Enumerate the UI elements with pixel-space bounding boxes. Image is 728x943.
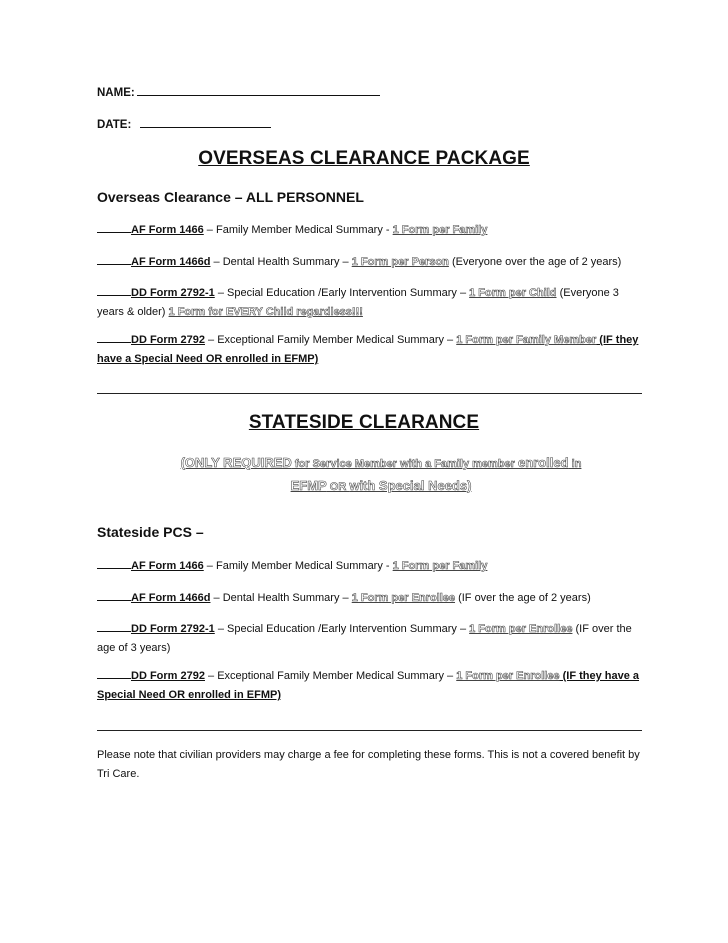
form-name: DD Form 2792 <box>131 334 205 346</box>
checkbox-blank[interactable] <box>97 559 131 569</box>
footer-note: Please note that civilian providers may charge a fee for completing these forms. This is not a covered benefit by Tri Care. <box>97 749 640 780</box>
form-desc: – Dental Health Summary – <box>210 592 352 604</box>
form-qty: 1 Form per Enrollee <box>351 592 456 604</box>
note-or: OR <box>326 481 350 493</box>
checkbox-blank[interactable] <box>97 286 131 296</box>
form-desc: – Exceptional Family Member Medical Summary – <box>204 670 457 682</box>
checkbox-blank[interactable] <box>97 622 131 632</box>
form-desc: – Special Education /Early Intervention Summary – <box>214 287 470 299</box>
form-condition: (Everyone over the age of 2 years) <box>448 256 622 268</box>
form-qty: 1 Form per Family <box>392 224 488 236</box>
date-input-line[interactable] <box>140 117 271 128</box>
form-name: AF Form 1466 <box>131 560 204 572</box>
note-only-required: (ONLY REQUIRED <box>180 455 292 470</box>
section-divider <box>97 393 642 394</box>
date-field <box>97 117 271 131</box>
form-name: AF Form 1466 <box>131 224 204 236</box>
form-condition: (Everyone 3 years & older) <box>97 287 619 318</box>
checkbox-blank[interactable] <box>97 223 131 233</box>
checkbox-blank[interactable] <box>97 591 131 601</box>
form-name: DD Form 2792 <box>131 670 205 682</box>
form-desc: – Special Education /Early Intervention Summary – <box>214 623 470 635</box>
checkbox-blank[interactable] <box>97 669 131 679</box>
form-desc: – Exceptional Family Member Medical Summary – <box>204 334 457 346</box>
stateside-note <box>171 452 591 498</box>
name-label: NAME: <box>97 87 135 99</box>
note-special-needs: with Special Needs) <box>349 478 472 493</box>
form-desc: – Family Member Medical Summary - <box>203 560 393 572</box>
stateside-item-4 <box>97 667 642 705</box>
stateside-title: STATESIDE CLEARANCE <box>248 412 480 433</box>
form-name: AF Form 1466d <box>131 592 211 604</box>
overseas-item-1 <box>97 221 642 240</box>
form-qty: 1 Form per Enrollee <box>469 623 573 635</box>
form-condition: (IF they have a Special Need OR enrolled in EFMP) <box>97 670 640 701</box>
section-divider <box>97 730 642 731</box>
form-name: DD Form 2792-1 <box>131 287 215 299</box>
form-qty: 1 Form per Family <box>392 560 488 572</box>
note-text: for Service Member with a Family member <box>291 458 519 470</box>
overseas-heading: Overseas Clearance – ALL PERSONNEL <box>97 189 364 205</box>
stateside-heading: Stateside PCS – <box>97 524 204 540</box>
form-name: DD Form 2792-1 <box>131 623 215 635</box>
page-title: OVERSEAS CLEARANCE PACKAGE <box>198 148 530 169</box>
note-efmp: EFMP <box>290 478 327 493</box>
checkbox-blank[interactable] <box>97 333 131 343</box>
form-name: AF Form 1466d <box>131 256 211 268</box>
form-qty: 1 Form per Family Member <box>456 334 597 346</box>
form-qty: 1 Form per Enrollee <box>456 670 560 682</box>
overseas-item-2 <box>97 253 642 272</box>
checkbox-blank[interactable] <box>97 255 131 265</box>
stateside-item-3 <box>97 620 642 658</box>
name-input-line[interactable] <box>137 85 380 96</box>
form-condition: (IF over the age of 3 years) <box>97 623 632 654</box>
form-qty-emphasis: 1 Form for EVERY Child regardless!!! <box>168 306 363 318</box>
note-enrolled: enrolled <box>518 455 569 470</box>
form-desc: – Dental Health Summary – <box>210 256 352 268</box>
form-qty: 1 Form per Child <box>469 287 557 299</box>
form-desc: – Family Member Medical Summary - <box>203 224 393 236</box>
form-condition: (IF over the age of 2 years) <box>455 592 591 604</box>
name-field <box>97 85 380 99</box>
overseas-item-3 <box>97 284 642 322</box>
form-qty: 1 Form per Person <box>351 256 449 268</box>
date-label: DATE: <box>97 119 132 131</box>
stateside-item-2 <box>97 589 642 608</box>
form-condition: (IF they have a Special Need OR enrolled in EFMP) <box>97 334 639 365</box>
overseas-item-4 <box>97 331 642 369</box>
note-text-in: in <box>568 458 582 470</box>
stateside-item-1 <box>97 557 642 576</box>
